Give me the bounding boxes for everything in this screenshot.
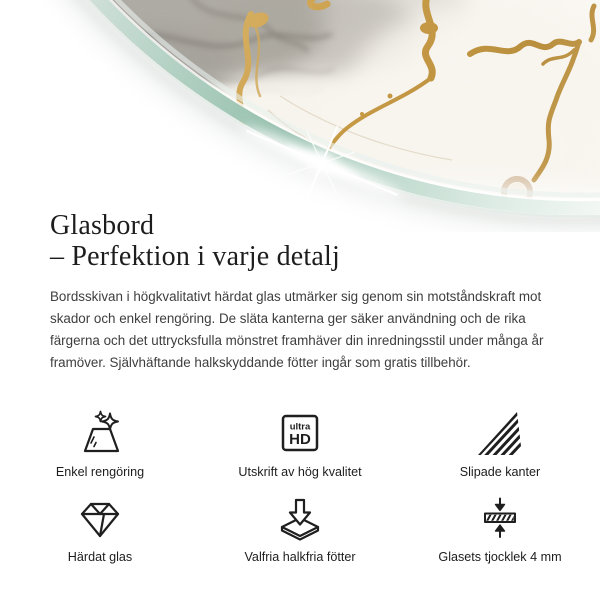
title-line-1: Glasbord <box>50 210 155 241</box>
feature-polished-edges <box>400 410 600 479</box>
glass-thickness-icon <box>477 495 523 541</box>
feature-label: Utskrift av hög kvalitet <box>238 465 362 479</box>
feature-glass-thickness <box>400 495 600 564</box>
feature-grid <box>0 410 600 564</box>
feature-label: Enkel rengöring <box>55 465 145 479</box>
ultra-text: ultra <box>289 421 311 433</box>
feature-label: Härdat glas <box>67 550 133 564</box>
non-slip-feet-icon <box>277 495 323 541</box>
ultra-hd-icon <box>277 410 323 456</box>
feature-label: Valfria halkfria fötter <box>244 550 356 564</box>
feature-label: Glasets tjocklek 4 mm <box>438 550 562 564</box>
feature-print-quality <box>200 410 400 479</box>
feature-non-slip-feet <box>200 495 400 564</box>
title-line-2: – Perfektion i varje detalj <box>50 241 340 272</box>
diamond-icon <box>77 495 123 541</box>
sparkle-clean-icon <box>77 410 123 456</box>
page-title <box>50 210 555 272</box>
feature-easy-cleaning <box>0 410 200 479</box>
polished-edge-icon <box>477 410 523 456</box>
feature-tempered-glass <box>0 495 200 564</box>
product-description: Bordsskivan i högkvalitativt härdat glas utmärker sig genom sin motståndskraft mot skador och enkel rengöring. De släta kanterna ger säker användning och de rika färgerna och det uttrycksfulla mönstret framhäver din inredningsstil under många år framöver. Självhäftande halkskyddande fötter ingår som gratis tillbehör. <box>50 289 544 370</box>
hd-text: HD <box>289 431 311 448</box>
feature-label: Slipade kanter <box>459 465 541 479</box>
